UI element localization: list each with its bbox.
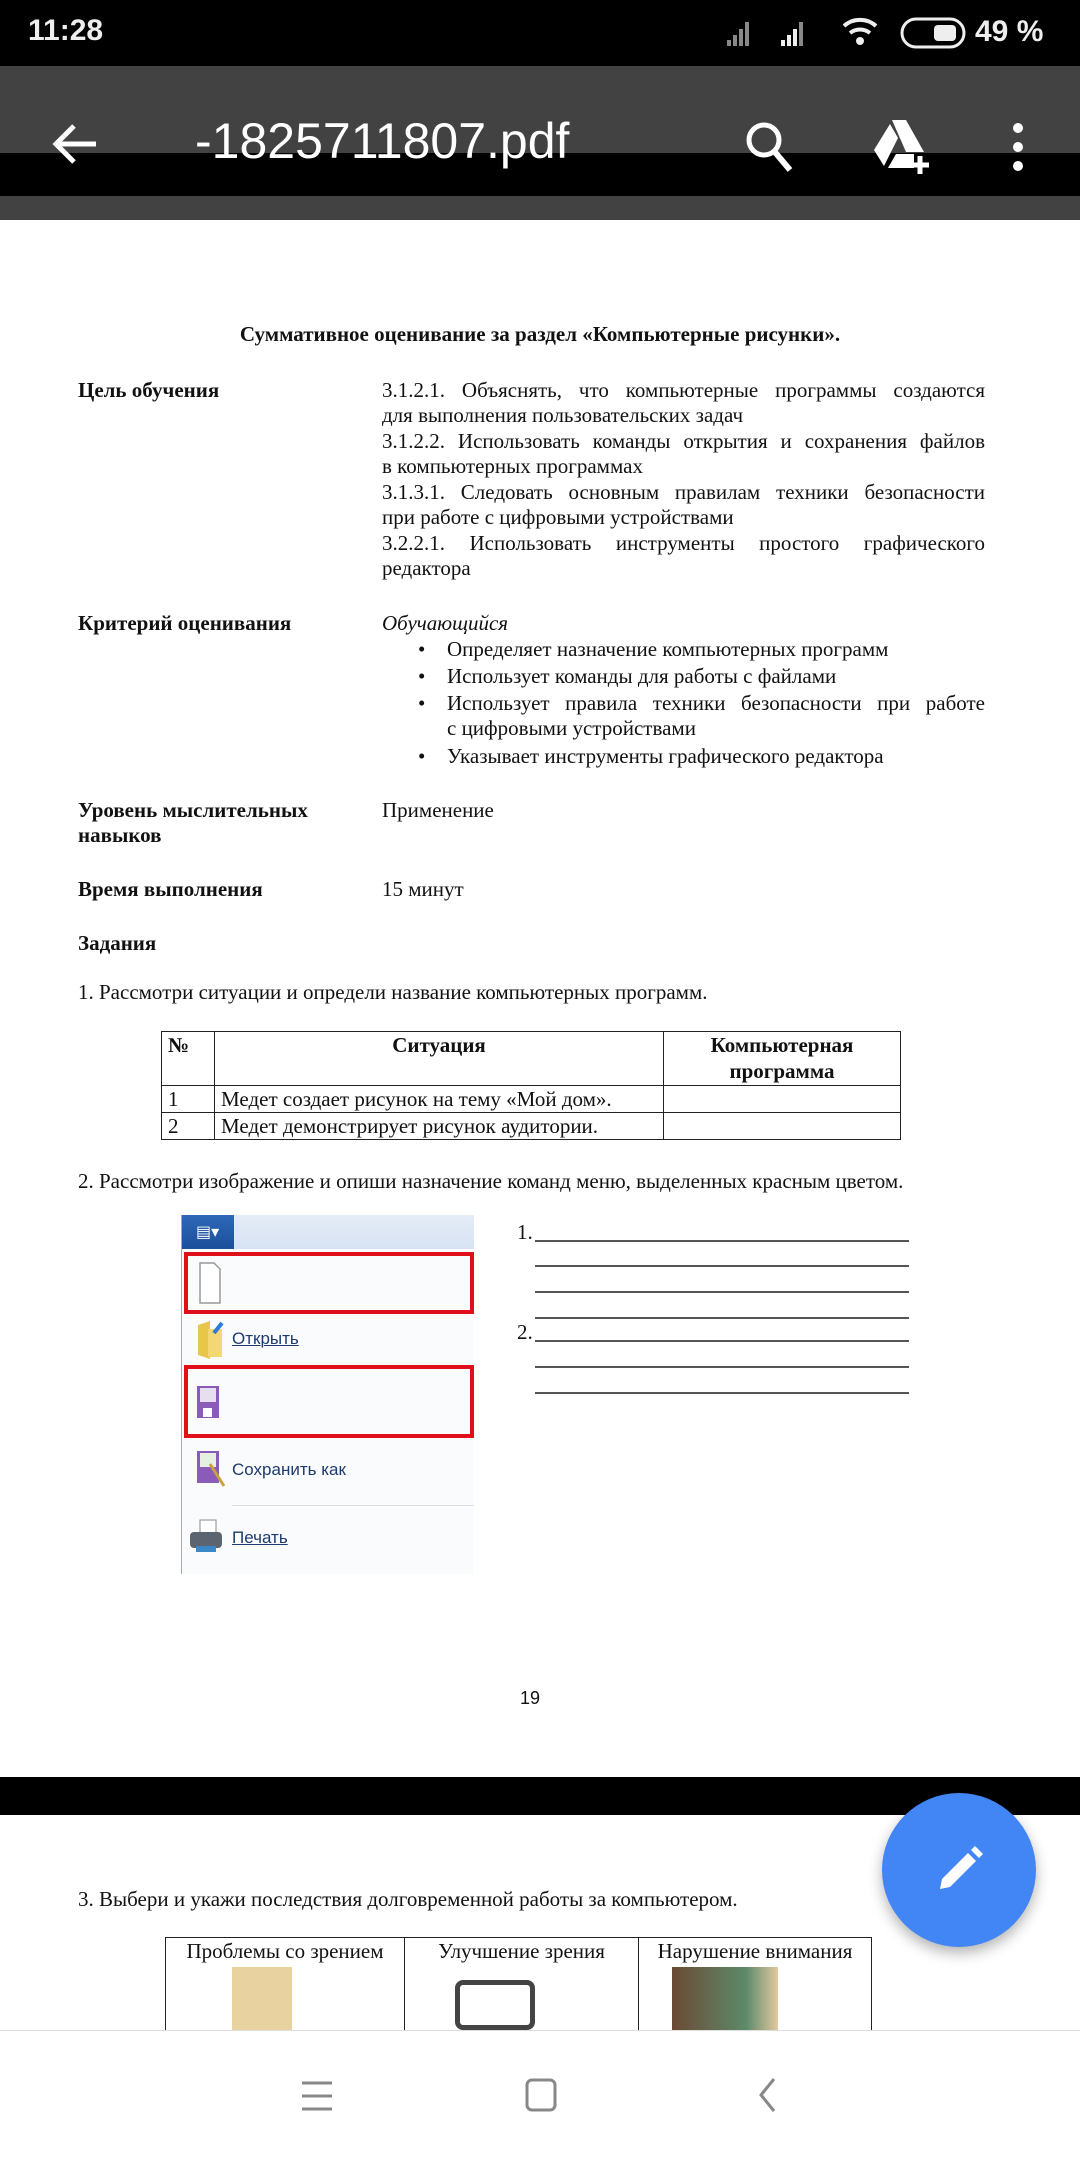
table-header: Нарушение внимания bbox=[639, 1938, 872, 2031]
task-2-text: 2. Рассмотри изображение и опиши назначение команд меню, выделенных красным цветом. bbox=[78, 1169, 904, 1193]
back-icon[interactable] bbox=[756, 2077, 780, 2113]
battery-icon bbox=[900, 16, 970, 50]
pencil-icon bbox=[934, 1845, 984, 1895]
menu-item-save-as bbox=[182, 1440, 474, 1500]
criteria-item: Указывает инструменты графического редактора bbox=[447, 744, 884, 768]
cell bbox=[664, 1086, 901, 1113]
criteria-item: с цифровыми устройствами bbox=[447, 716, 696, 740]
answer-line bbox=[535, 1240, 909, 1242]
table-row bbox=[162, 1113, 901, 1140]
separator bbox=[232, 1505, 474, 1506]
highlight-box bbox=[184, 1365, 474, 1438]
criteria-item: Использует правила техники безопасности при работе bbox=[447, 691, 985, 715]
edit-fab[interactable] bbox=[882, 1793, 1036, 1947]
doc-title: Суммативное оценивание за раздел «Компьютерные рисунки». bbox=[239, 322, 841, 346]
answer-line bbox=[535, 1291, 909, 1293]
criteria-intro: Обучающийся bbox=[382, 611, 509, 635]
back-arrow-icon[interactable] bbox=[50, 120, 104, 168]
answer-line bbox=[535, 1317, 909, 1319]
battery-percent: 49 % bbox=[975, 15, 1044, 48]
goal-label: Цель обучения bbox=[78, 378, 220, 402]
time-label: Время выполнения bbox=[78, 877, 263, 901]
save-as-icon bbox=[196, 1450, 226, 1488]
table-row bbox=[162, 1086, 901, 1113]
answer-2-label: 2. bbox=[517, 1320, 533, 1344]
wifi-icon bbox=[840, 14, 884, 50]
menu-item-print bbox=[182, 1510, 474, 1570]
girl-image bbox=[672, 1967, 778, 2030]
criteria-item: Определяет назначение компьютерных программ bbox=[447, 637, 889, 661]
cell: Медет демонстрирует рисунок аудитории. bbox=[215, 1113, 664, 1140]
document-title: -1825711807.pdf bbox=[195, 113, 570, 169]
answer-line bbox=[535, 1265, 909, 1267]
goal-line: 3.1.2.1. Объяснять, что компьютерные программы создаются bbox=[382, 378, 985, 402]
save-icon bbox=[196, 1385, 220, 1419]
pdf-page: Суммативное оценивание за раздел «Компьютерные рисунки». Цель обучения 3.1.2.1. Объяснять, что компьютерные программы создаются для выполнения пользовательских задач 3.1.2.2. Использовать команды открытия и сохранения файлов в компьютерных программах 3.1.3.1. Следовать основным правилам техники безопасности при работе с цифровыми устройствами 3.2.2.1. Использовать инструменты простого графического редактора Критерий оценивания Обучающийся • Определяет назначение компьютерных программ • Использует команды для работы с файлами • Использует правила техники безопасности при работе с цифровыми устройствами • Указывает инструменты графического редактора Уровень мыслительных навыков Применение Время выполнения 15 минут Задания 1. Рассмотри ситуации и определи название компьютерных программ. № Ситуация Компьютерная программа 1 Медет создает рисунок на тему «Мой дом». 2 Медет демонстрирует рисунок аудитории. 2. Рассмотри изображение и опиши назначение команд меню, выделенных красным цветом. ▤▾ Открыть Сохранить как Печать 1. 2. 19 bbox=[0, 220, 1080, 1777]
goal-line: 3.1.2.2. Использовать команды открытия и сохранения файлов bbox=[382, 429, 985, 453]
cell: 1 bbox=[162, 1086, 215, 1113]
menu-item-open bbox=[182, 1315, 474, 1363]
cell: Медет создает рисунок на тему «Мой дом». bbox=[215, 1086, 664, 1113]
goal-line: 3.1.3.1. Следовать основным правилам техники безопасности bbox=[382, 480, 985, 504]
menu-icon[interactable] bbox=[300, 2079, 334, 2113]
goal-line: при работе с цифровыми устройствами bbox=[382, 505, 734, 529]
signal-icon bbox=[725, 18, 835, 48]
answer-line bbox=[535, 1392, 909, 1394]
criteria-item: Использует команды для работы с файлами bbox=[447, 664, 837, 688]
folder-icon bbox=[196, 1319, 224, 1361]
cell bbox=[664, 1113, 901, 1140]
boy-image bbox=[232, 1967, 292, 2030]
time-value: 15 минут bbox=[382, 877, 464, 901]
menu-label: Печать bbox=[232, 1528, 288, 1547]
add-to-drive-icon[interactable] bbox=[870, 116, 932, 176]
home-icon[interactable] bbox=[524, 2077, 558, 2113]
answer-1-label: 1. bbox=[517, 1220, 533, 1244]
highlight-box bbox=[184, 1252, 474, 1314]
level-label: навыков bbox=[78, 823, 162, 847]
table-header: Улучшение зрения bbox=[405, 1938, 639, 2031]
goal-line: редактора bbox=[382, 556, 471, 580]
goal-line: для выполнения пользовательских задач bbox=[382, 403, 743, 427]
answer-line bbox=[535, 1366, 909, 1368]
file-menu-button: ▤▾ bbox=[182, 1215, 234, 1249]
clock: 11:28 bbox=[28, 14, 104, 47]
menu-screenshot bbox=[181, 1215, 473, 1574]
table-header: Ситуация bbox=[215, 1032, 664, 1086]
situations-table bbox=[161, 1031, 901, 1140]
task-3-text: 3. Выбери и укажи последствия долговременной работы за компьютером. bbox=[78, 1887, 738, 1911]
menu-label: Сохранить как bbox=[232, 1460, 346, 1479]
more-options-icon[interactable] bbox=[1005, 120, 1031, 176]
new-file-icon bbox=[198, 1261, 222, 1305]
toolbar bbox=[0, 66, 1080, 220]
search-icon[interactable] bbox=[742, 118, 798, 174]
table-header: Проблемы со зрением bbox=[166, 1938, 405, 2031]
level-value: Применение bbox=[382, 798, 494, 822]
status-bar bbox=[0, 0, 1080, 66]
level-label: Уровень мыслительных bbox=[78, 798, 308, 822]
printer-icon bbox=[188, 1518, 224, 1556]
tasks-heading: Задания bbox=[78, 931, 157, 955]
page-number: 19 bbox=[519, 1688, 541, 1708]
menu-label: Открыть bbox=[232, 1329, 299, 1348]
goal-line: в компьютерных программах bbox=[382, 454, 643, 478]
table-header: Компьютерная программа bbox=[664, 1032, 901, 1086]
glasses-image bbox=[455, 1980, 535, 2030]
goal-line: 3.2.2.1. Использовать инструменты простого графического bbox=[382, 531, 985, 555]
criteria-label: Критерий оценивания bbox=[78, 611, 292, 635]
cell: 2 bbox=[162, 1113, 215, 1140]
task-1-text: 1. Рассмотри ситуации и определи название компьютерных программ. bbox=[78, 980, 708, 1004]
table-header: № bbox=[162, 1032, 215, 1086]
navigation-bar bbox=[0, 2030, 1080, 2160]
answer-line bbox=[535, 1340, 909, 1342]
